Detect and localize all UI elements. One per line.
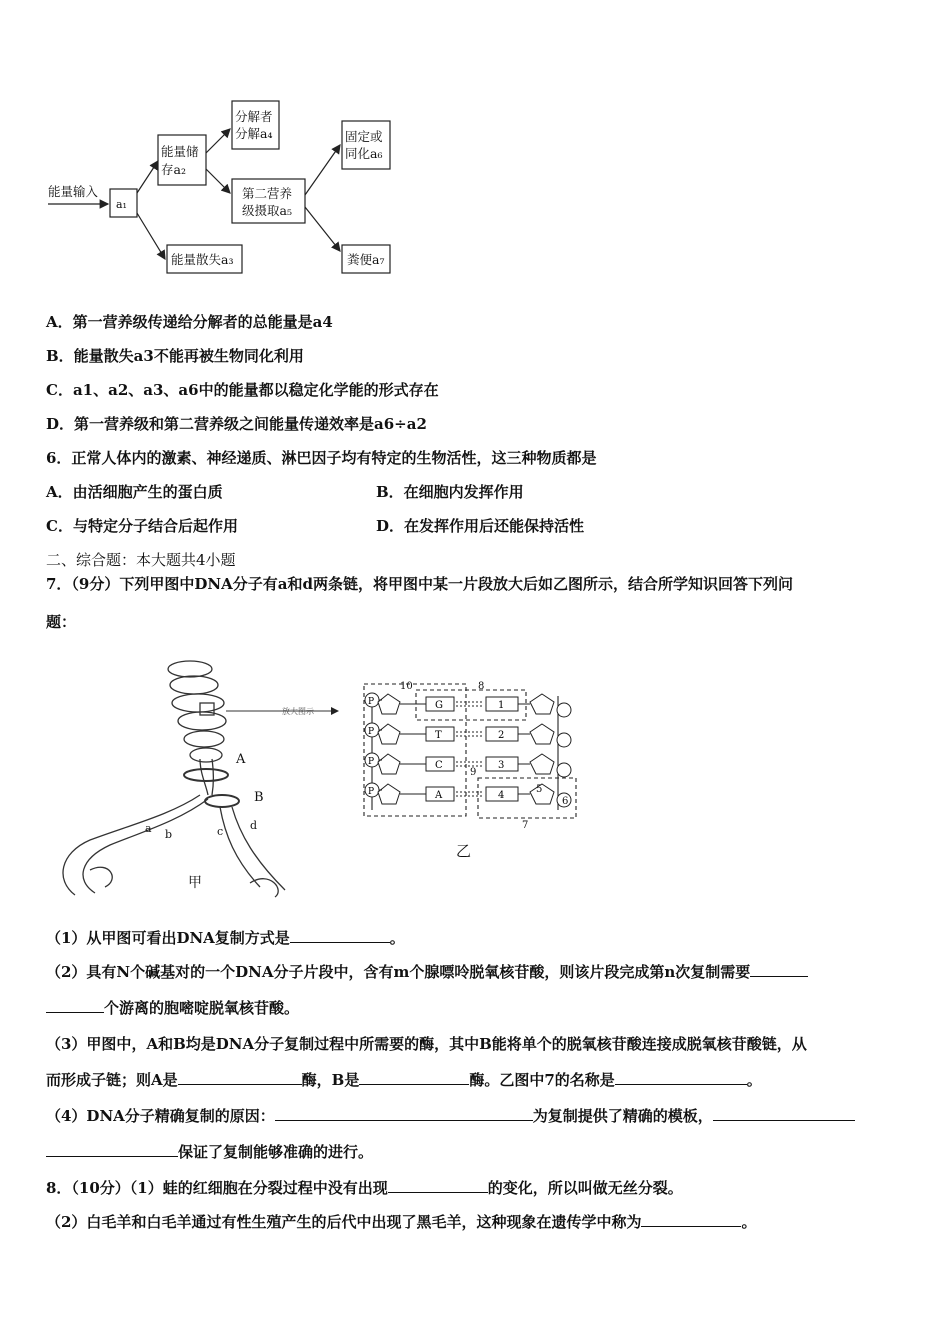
diagram-storage-2: 存a₂ xyxy=(161,162,186,177)
label-7: 7 xyxy=(522,820,529,831)
q7-p1-end: 。 xyxy=(389,929,405,947)
base-letter: T xyxy=(435,730,442,741)
q7-p2-blank[interactable] xyxy=(750,962,808,977)
q7-p3: （3）甲图中，A和B均是DNA分子复制过程中所需要的酶，其中B能将单个的脱氧核苷酸连接成脱氧核苷酸链，从 xyxy=(46,1035,807,1053)
label-5: 5 xyxy=(536,784,543,795)
q8-p2-text: （2）白毛羊和白毛羊通过有性生殖产生的后代中出现了黑毛羊，这种现象在遗传学中称为 xyxy=(46,1213,642,1231)
q6-stem: 6．正常人体内的激素、神经递质、淋巴因子均有特定的生物活性，这三种物质都是 xyxy=(46,449,597,467)
base-number: 3 xyxy=(498,760,505,771)
q8-p2-end: 。 xyxy=(741,1213,757,1231)
base-pair-row xyxy=(365,693,571,717)
diagram-fixed: 固定或 xyxy=(345,129,383,144)
base-letter: G xyxy=(435,700,443,711)
q8-p1-end: 的变化，所以叫做无丝分裂。 xyxy=(487,1179,683,1197)
phosphate-label: P xyxy=(368,757,375,767)
q7-p2-text: （2）具有N个碱基对的一个DNA分子片段中，含有m个腺嘌呤脱氧核苷酸，则该片段完成第n次复制需要 xyxy=(46,963,751,981)
dna-structure-figure xyxy=(358,678,588,868)
q6-option-a: A．由活细胞产生的蛋白质 xyxy=(46,483,223,501)
diagram-decomposer: 分解者 xyxy=(235,109,273,124)
label-10: 10 xyxy=(400,681,413,692)
q7-p4-blank-a[interactable] xyxy=(275,1106,533,1121)
q7-p3-cont xyxy=(46,1070,762,1090)
base-number: 1 xyxy=(498,700,505,711)
base-number: 2 xyxy=(498,730,505,741)
q7-p3-text: 而形成子链；则A是 xyxy=(46,1071,178,1089)
diagram-input-label: 能量输入 xyxy=(48,184,99,199)
magnify-arrow-label: 放大图示 xyxy=(282,707,314,716)
q6-option-b: B．在细胞内发挥作用 xyxy=(376,483,524,501)
strand-a-label: a xyxy=(145,822,152,835)
q7-p1-blank[interactable] xyxy=(290,928,390,943)
q7-p2-cont xyxy=(46,998,299,1018)
base-number: 4 xyxy=(498,790,505,801)
section-heading: 二、综合题：本大题共4小题 xyxy=(46,551,236,569)
diagram-loss: 能量散失a₃ xyxy=(171,252,234,267)
q5-option-b: B．能量散失a3不能再被生物同化利用 xyxy=(46,347,304,365)
q7-p4-cont xyxy=(46,1142,373,1162)
q7-p3-blank-c[interactable] xyxy=(615,1070,747,1085)
q8-p2-blank[interactable] xyxy=(641,1212,741,1227)
base-pair-row xyxy=(365,753,571,777)
diagram-a1: a₁ xyxy=(116,198,127,211)
label-6: 6 xyxy=(562,796,569,807)
q7-p1-text: （1）从甲图可看出DNA复制方式是 xyxy=(46,929,290,947)
q7-stem-1: 7．（9分）下列甲图中DNA分子有a和d两条链，将甲图中某一片段放大后如乙图所示，结合所学知识回答下列问 xyxy=(46,575,793,593)
q7-p2-end: 个游离的胞嘧啶脱氧核苷酸。 xyxy=(104,999,300,1017)
q7-p4-text: （4）DNA分子精确复制的原因： xyxy=(46,1107,275,1125)
q5-option-d: D．第一营养级和第二营养级之间能量传递效率是a6÷a2 xyxy=(46,415,427,433)
phosphate-label: P xyxy=(368,697,375,707)
q7-p3-end: 。 xyxy=(746,1071,762,1089)
q7-p3-blank-b[interactable] xyxy=(359,1070,469,1085)
q7-p1 xyxy=(46,928,405,948)
strand-b-label: b xyxy=(165,828,173,841)
strand-d-label: d xyxy=(250,819,258,832)
label-9: 9 xyxy=(470,767,477,778)
q7-p3-text-3: 酶。乙图中7的名称是 xyxy=(469,1071,615,1089)
q8-p1 xyxy=(46,1178,683,1198)
figure-caption-jia: 甲 xyxy=(188,875,202,891)
diagram-fixed-2: 同化a₆ xyxy=(345,146,383,161)
strand-c-label: c xyxy=(217,825,224,838)
energy-flow-diagram xyxy=(40,95,410,280)
q8-p2 xyxy=(46,1212,756,1232)
q5-option-c: C．a1、a2、a3、a6中的能量都以稳定化学能的形式存在 xyxy=(46,381,439,399)
dna-replication-figure xyxy=(50,655,340,900)
diagram-decomposer-2: 分解a₄ xyxy=(235,126,273,141)
q7-p4-blank-b[interactable] xyxy=(713,1106,855,1121)
q7-p4-end: 保证了复制能够准确的进行。 xyxy=(178,1143,374,1161)
base-letter: C xyxy=(435,760,443,771)
q8-p1-text: 8．（10分）（1）蛙的红细胞在分裂过程中没有出现 xyxy=(46,1179,388,1197)
base-letter: A xyxy=(435,790,443,801)
q7-p4-text-2: 为复制提供了精确的模板， xyxy=(532,1107,713,1125)
q6-option-c: C．与特定分子结合后起作用 xyxy=(46,517,238,535)
q7-p2-blank-2[interactable] xyxy=(46,998,104,1013)
q7-p4-blank-c[interactable] xyxy=(46,1142,178,1157)
q5-option-a: A．第一营养级传递给分解者的总能量是a4 xyxy=(46,313,333,331)
enzyme-a-label: A xyxy=(236,752,246,767)
diagram-storage: 能量储 xyxy=(161,144,199,159)
q7-p3-text-2: 酶，B是 xyxy=(301,1071,360,1089)
label-8: 8 xyxy=(478,681,485,692)
q6-option-d: D．在发挥作用后还能保持活性 xyxy=(376,517,585,535)
q8-p1-blank[interactable] xyxy=(388,1178,488,1193)
phosphate-label: P xyxy=(368,727,375,737)
figure-caption-yi: 乙 xyxy=(456,842,472,860)
q7-p2 xyxy=(46,962,808,982)
enzyme-b-label: B xyxy=(254,790,264,805)
q7-stem-2: 题： xyxy=(46,613,77,631)
diagram-second-level-2: 级摄取a₅ xyxy=(242,203,292,218)
q7-p3-blank-a[interactable] xyxy=(178,1070,302,1085)
q7-p4 xyxy=(46,1106,855,1126)
base-pair-row xyxy=(365,723,571,747)
diagram-feces: 粪便a₇ xyxy=(347,252,385,267)
diagram-second-level: 第二营养 xyxy=(242,186,293,201)
phosphate-label: P xyxy=(368,787,375,797)
